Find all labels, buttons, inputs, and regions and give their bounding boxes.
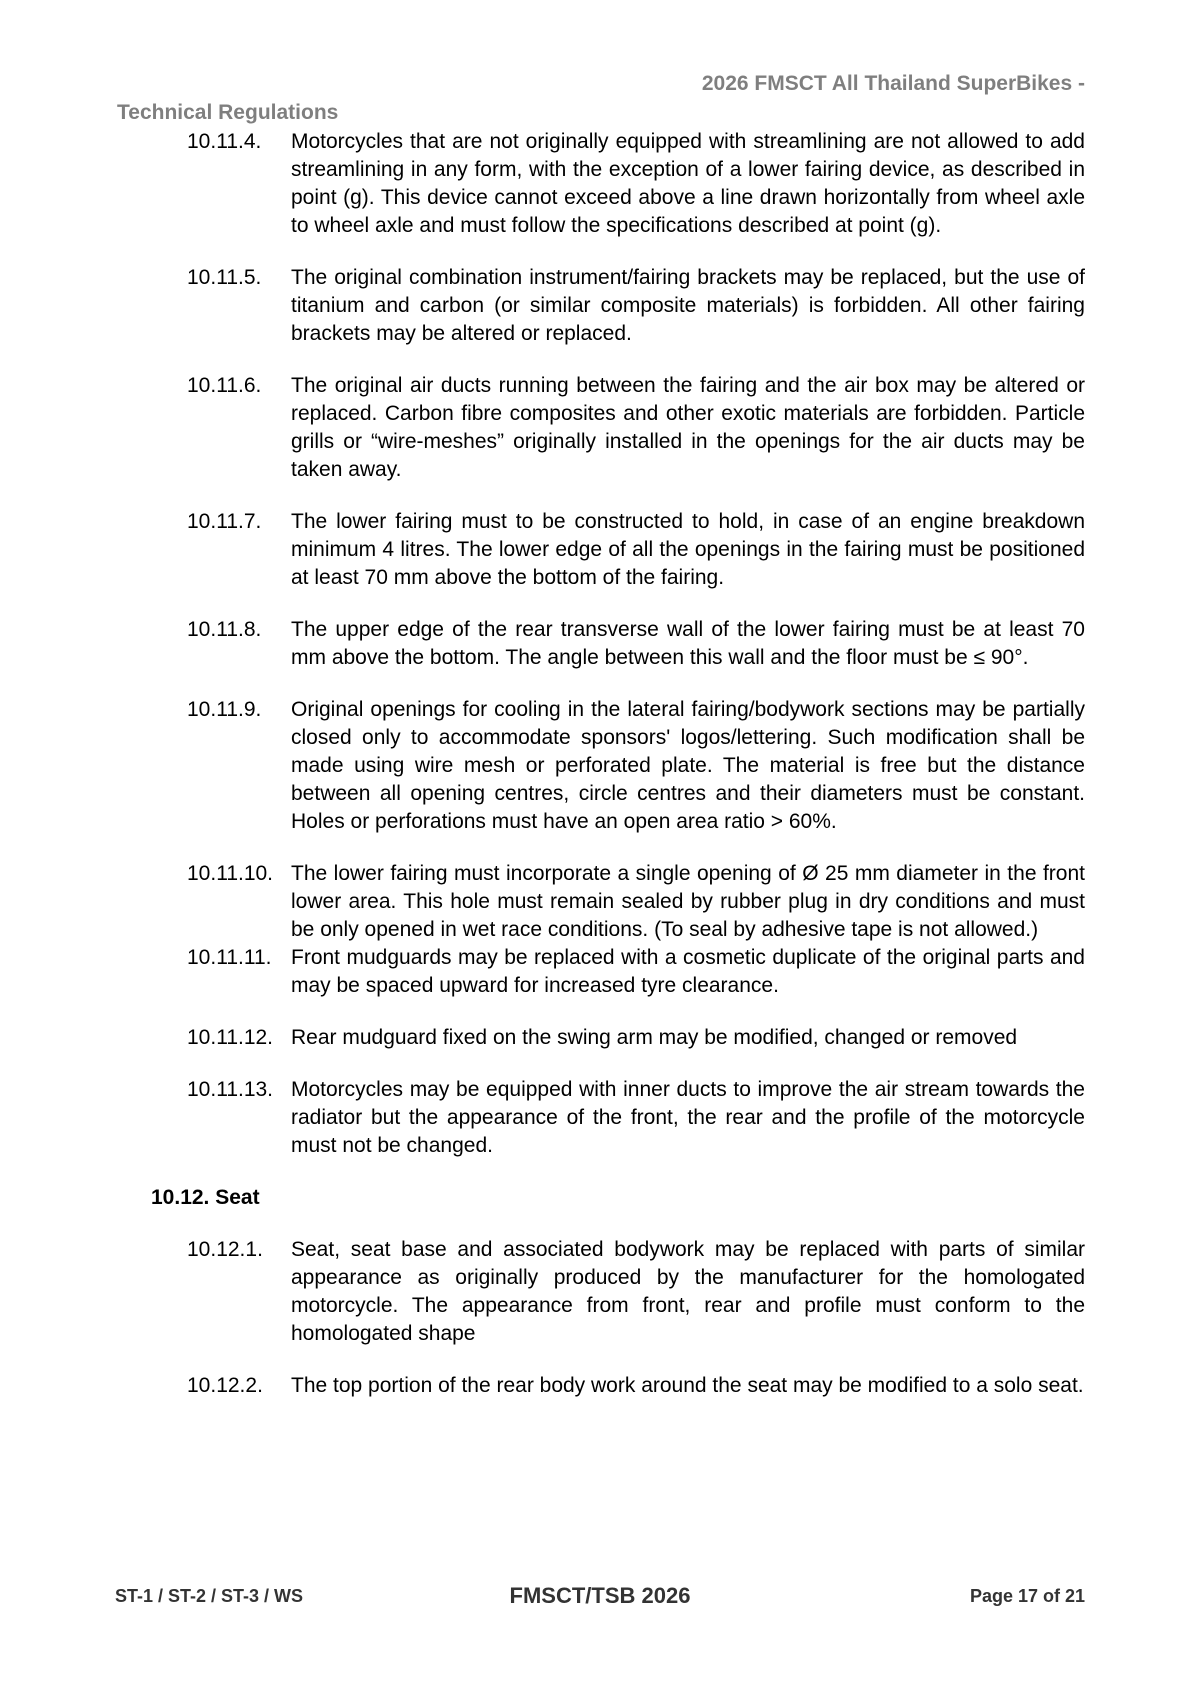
section-heading-seat: 10.12. Seat [151,1186,260,1209]
clause-text: Rear mudguard fixed on the swing arm may be modified, changed or removed [291,1026,1018,1049]
clause-number: 10.11.5. [187,266,262,289]
clause-10-11-9 [0,696,1085,836]
clause-text: The lower fairing must to be constructed to hold, in case of an engine breakdown minimum 4 litres. The lower edge of all the openings in the fairing must be positioned at least 70 mm above the bottom of the fairing. [291,510,1085,589]
clause-number: 10.11.13. [187,1078,274,1101]
clause-number: 10.11.8. [187,618,262,641]
clause-number: 10.12.1. [187,1238,263,1261]
clause-text: The top portion of the rear body work around the seat may be modified to a solo seat. [291,1374,1084,1397]
clause-10-11-6 [0,372,1085,484]
footer-page-number: Page 17 of 21 [969,1586,1085,1606]
clause-10-11-5 [0,264,1085,348]
header-title-line1: 2026 FMSCT All Thailand SuperBikes - [701,72,1085,95]
clause-number: 10.11.12. [187,1026,274,1049]
clause-number: 10.11.4. [187,130,262,153]
clause-text: Motorcycles that are not originally equipped with streamlining are not allowed to add streamlining in any form, with the exception of a lower fairing device, as described in point (g). This device cannot exceed above a line drawn horizontally from wheel axle to wheel axle and must follow the specifications described at point (g). [291,130,1085,237]
clause-text: The lower fairing must incorporate a single opening of Ø 25 mm diameter in the front lower area. This hole must remain sealed by rubber plug in dry conditions and must be only opened in wet race conditions. (To seal by adhesive tape is not allowed.) [291,862,1085,941]
clause-10-11-13 [0,1076,1085,1160]
clause-number: 10.11.6. [187,374,262,397]
clause-10-11-8 [0,616,1085,672]
clause-10-11-10 [0,860,1085,944]
clause-text: Motorcycles may be equipped with inner ducts to improve the air stream towards the radiator but the appearance of the front, the rear and the profile of the motorcycle must not be changed. [291,1078,1085,1157]
clause-10-11-12 [0,1024,1085,1052]
footer-doc-id: FMSCT/TSB 2026 [509,1583,691,1608]
document-body [0,128,1190,1400]
clause-text: The original combination instrument/fairing brackets may be replaced, but the use of titanium and carbon (or similar composite materials) is forbidden. All other fairing brackets may be altered or replaced. [291,266,1085,345]
clause-10-12-2 [0,1372,1085,1400]
clause-number: 10.11.9. [187,698,262,721]
footer-classes: ST-1 / ST-2 / ST-3 / WS [115,1586,304,1606]
clause-10-11-4 [0,128,1085,240]
clause-number: 10.11.10. [187,862,274,885]
clause-number: 10.11.11. [187,946,272,969]
clause-text: The original air ducts running between the fairing and the air box may be altered or replaced. Carbon fibre composites and other exotic materials are forbidden. Particle grills or “wire-meshes” originally installed in the openings for the air ducts may be taken away. [291,374,1085,481]
page-footer [0,1583,1190,1613]
clause-number: 10.12.2. [187,1374,263,1397]
clause-text: Original openings for cooling in the lateral fairing/bodywork sections may be partially closed only to accommodate sponsors' logos/lettering. Such modification shall be made using wire mesh or perforated plate. The material is free but the distance between all opening centres, circle centres and their diameters must be constant. Holes or perforations must have an open area ratio > 60%. [291,698,1085,833]
clause-text: Seat, seat base and associated bodywork may be replaced with parts of similar appearance as originally produced by the manufacturer for the homologated motorcycle. The appearance from front, rear and profile must conform to the homologated shape [291,1238,1085,1345]
clause-text: Front mudguards may be replaced with a cosmetic duplicate of the original parts and may be spaced upward for increased tyre clearance. [291,946,1085,997]
clause-10-12-1 [0,1236,1085,1348]
clause-10-11-11 [0,944,1085,1000]
clause-text: The upper edge of the rear transverse wall of the lower fairing must be at least 70 mm above the bottom. The angle between this wall and the floor must be ≤ 90°. [291,618,1085,669]
header-title-line2: Technical Regulations [117,101,339,124]
clause-10-11-7 [0,508,1085,592]
clause-number: 10.11.7. [187,510,262,533]
